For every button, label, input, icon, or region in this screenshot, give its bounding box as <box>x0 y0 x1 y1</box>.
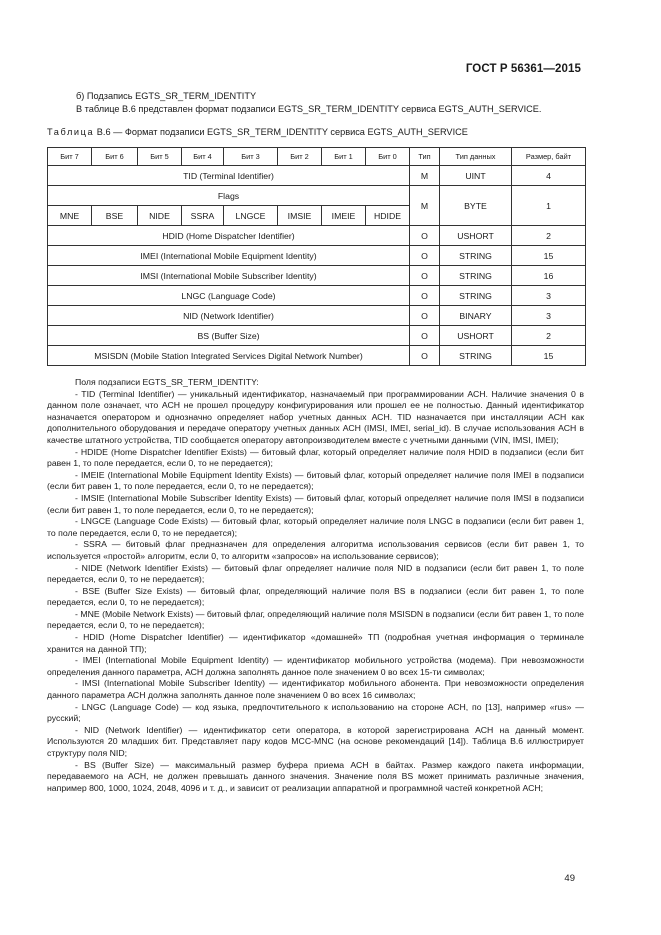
field-type-cell: O <box>410 306 440 326</box>
field-size-cell: 16 <box>512 266 586 286</box>
table-caption <box>47 127 468 137</box>
header-cell: Тип данных <box>440 148 512 166</box>
table-row <box>48 326 586 346</box>
header-cell: Бит 5 <box>138 148 182 166</box>
field-name-cell: HDID (Home Dispatcher Identifier) <box>48 226 410 246</box>
field-dtype-cell: USHORT <box>440 326 512 346</box>
field-dtype-cell: STRING <box>440 246 512 266</box>
table-row <box>48 306 586 326</box>
field-name-cell: BS (Buffer Size) <box>48 326 410 346</box>
header-cell: Тип <box>410 148 440 166</box>
field-dtype-cell: STRING <box>440 266 512 286</box>
flag-bit-cell: HDIDE <box>366 206 410 226</box>
header-cell: Бит 6 <box>92 148 138 166</box>
flag-bit-cell: NIDE <box>138 206 182 226</box>
subsection-title: б) Подзапись EGTS_SR_TERM_IDENTITY <box>76 91 257 101</box>
table-row <box>48 286 586 306</box>
paragraph: - BS (Buffer Size) — максимальный размер буфера приема АСН в байтах. Размер каждого пакета информации, передаваемого на АСН, не должен превышать данного значения. Значение поля BS может принимать различные значения, например 800, 1000, 1024, 2048, 4096 и т. д., и зависит от реализации аппаратной и программной частей конкретной АСН; <box>47 759 584 793</box>
paragraph: - LNGC (Language Code) — код языка, предпочтительного к использованию на стороне АСН, по [13], например «rus» — русский; <box>47 701 584 724</box>
field-size-cell: 15 <box>512 246 586 266</box>
field-type-cell: M <box>410 186 440 226</box>
field-name-cell: IMEI (International Mobile Equipment Identity) <box>48 246 410 266</box>
table-row <box>48 246 586 266</box>
field-type-cell: O <box>410 266 440 286</box>
table-header-row <box>48 148 586 166</box>
paragraph: - BSE (Buffer Size Exists) — битовый флаг, определяющий наличие поля BS в подзаписи (если бит равен 1, то поле передается, если 0, то не передается); <box>47 585 584 608</box>
flag-bit-cell: BSE <box>92 206 138 226</box>
field-size-cell: 1 <box>512 186 586 226</box>
paragraph: - NID (Network Identifier) — идентификатор сети оператора, в которой зарегистрирована АСН на данный момент. Используются 20 младших бит. Представляет пару кодов MCC-MNC (на основе рекомендаций [14]). Таблица В.6 иллюстрирует структуру поля NID; <box>47 724 584 758</box>
intro-sentence: В таблице В.6 представлен формат подзаписи EGTS_SR_TERM_IDENTITY сервиса EGTS_AUTH_SERVICE. <box>76 104 542 114</box>
field-name-cell: IMSI (International Mobile Subscriber Identity) <box>48 266 410 286</box>
field-descriptions <box>47 377 584 794</box>
field-name-cell: NID (Network Identifier) <box>48 306 410 326</box>
table-caption-text: В.6 — Формат подзаписи EGTS_SR_TERM_IDENTITY сервиса EGTS_AUTH_SERVICE <box>94 127 468 137</box>
table-row <box>48 346 586 366</box>
header-cell: Бит 3 <box>224 148 278 166</box>
field-dtype-cell: USHORT <box>440 226 512 246</box>
paragraph: - TID (Terminal Identifier) — уникальный идентификатор, назначаемый при программировании АСН. Наличие значения 0 в данном поле означает, что АСН не прошел процедуру конфигурирования или прошел ее не полностью. Данный идентификатор назначается оператором и однозначно определяет набор учетных данных АСН. TID назначается при инсталляции АСН как дополнительного оборудования и передаче оператору учетных данных АСН (IMSI, IMEI, serial_id). В случае использования АСН в качестве штатного устройства, TID сообщается оператору автопроизводителем вместе с учетными данными (VIN, IMSI, IMEI); <box>47 388 584 445</box>
paragraph: - IMEIE (International Mobile Equipment Identity Exists) — битовый флаг, который определяет наличие поля IMEI в подзаписи (если бит равен 1, то поле передается, если 0, то не передается); <box>47 469 584 492</box>
field-dtype-cell: UINT <box>440 166 512 186</box>
field-type-cell: O <box>410 346 440 366</box>
field-dtype-cell: STRING <box>440 346 512 366</box>
table-caption-prefix: Таблица <box>47 127 95 137</box>
flag-bit-cell: LNGCE <box>224 206 278 226</box>
field-type-cell: O <box>410 226 440 246</box>
field-size-cell: 3 <box>512 286 586 306</box>
field-name-cell: LNGC (Language Code) <box>48 286 410 306</box>
paragraph: - LNGCE (Language Code Exists) — битовый флаг, который определяет наличие поля LNGC в подзаписи (если бит равен 1, то поле передается, если 0, то не передается); <box>47 516 584 538</box>
paragraph: - SSRA — битовый флаг предназначен для определения алгоритма использования сервисов (если бит равен 1, то используется «простой» алгоритм, если 0, то алгоритм «запросов» на использование сервисов); <box>47 539 584 561</box>
field-size-cell: 2 <box>512 226 586 246</box>
paragraph: - NIDE (Network Identifier Exists) — битовый флаг определяет наличие поля NID в подзаписи (если бит равен 1, то поле передается, если 0, то не передается); <box>47 562 584 585</box>
field-name-cell: Flags <box>48 186 410 206</box>
header-cell: Бит 7 <box>48 148 92 166</box>
table-row-flags <box>48 186 586 206</box>
field-type-cell: O <box>410 326 440 346</box>
flag-bit-cell: MNE <box>48 206 92 226</box>
flag-bit-cell: SSRA <box>182 206 224 226</box>
field-size-cell: 2 <box>512 326 586 346</box>
page-number: 49 <box>564 873 575 884</box>
field-type-cell: M <box>410 166 440 186</box>
field-dtype-cell: BINARY <box>440 306 512 326</box>
table-row-tid <box>48 166 586 186</box>
field-type-cell: O <box>410 246 440 266</box>
flag-bit-cell: IMSIE <box>278 206 322 226</box>
header-cell: Бит 1 <box>322 148 366 166</box>
paragraph: Поля подзаписи EGTS_SR_TERM_IDENTITY: <box>75 377 259 387</box>
format-table <box>47 147 586 366</box>
intro-block <box>76 90 596 116</box>
field-size-cell: 3 <box>512 306 586 326</box>
header-cell: Бит 0 <box>366 148 410 166</box>
header-cell: Бит 4 <box>182 148 224 166</box>
field-name-cell: TID (Terminal Identifier) <box>48 166 410 186</box>
field-type-cell: O <box>410 286 440 306</box>
standard-designation: ГОСТ Р 56361—2015 <box>465 63 581 75</box>
header-cell: Размер, байт <box>512 148 586 166</box>
paragraph: - HDIDE (Home Dispatcher Identifier Exists) — битовый флаг, который определяет наличие поля HDID в подзаписи (если бит равен 1, то поле передается, если 0, то не передается); <box>47 446 584 469</box>
paragraph: - MNE (Mobile Network Exists) — битовый флаг, определяющий наличие поля MSISDN в подзаписи (если бит равен 1, то поле передается, если 0, то не передается); <box>47 608 584 631</box>
flag-bit-cell: IMEIE <box>322 206 366 226</box>
paragraph: - HDID (Home Dispatcher Identifier) — идентификатор «домашней» ТП (подробная учетная информация о терминале хранится на данной ТП); <box>47 632 584 654</box>
paragraph: - IMSIE (International Mobile Subscriber Identity Exists) — битовый флаг, который определяет наличие поля IMSI в подзаписи (если бит равен 1, то поле передается, если 0, то не передается); <box>47 492 584 515</box>
field-dtype-cell: STRING <box>440 286 512 306</box>
field-size-cell: 15 <box>512 346 586 366</box>
table-row <box>48 266 586 286</box>
paragraph: - IMEI (International Mobile Equipment Identity) — идентификатор мобильного устройства (модема). При невозможности определения данного параметра, АСН должна заполнять данное поле значением 0 во всех 15-ти символах; <box>47 655 584 677</box>
field-name-cell: MSISDN (Mobile Station Integrated Services Digital Network Number) <box>48 346 410 366</box>
field-dtype-cell: BYTE <box>440 186 512 226</box>
paragraph: - IMSI (International Mobile Subscriber Identity) — идентификатор мобильного абонента. При невозможности определения данного параметра АСН должна заполнять данное поле значением 0 во всех 16 символах; <box>47 678 584 701</box>
field-size-cell: 4 <box>512 166 586 186</box>
header-cell: Бит 2 <box>278 148 322 166</box>
table-row <box>48 226 586 246</box>
